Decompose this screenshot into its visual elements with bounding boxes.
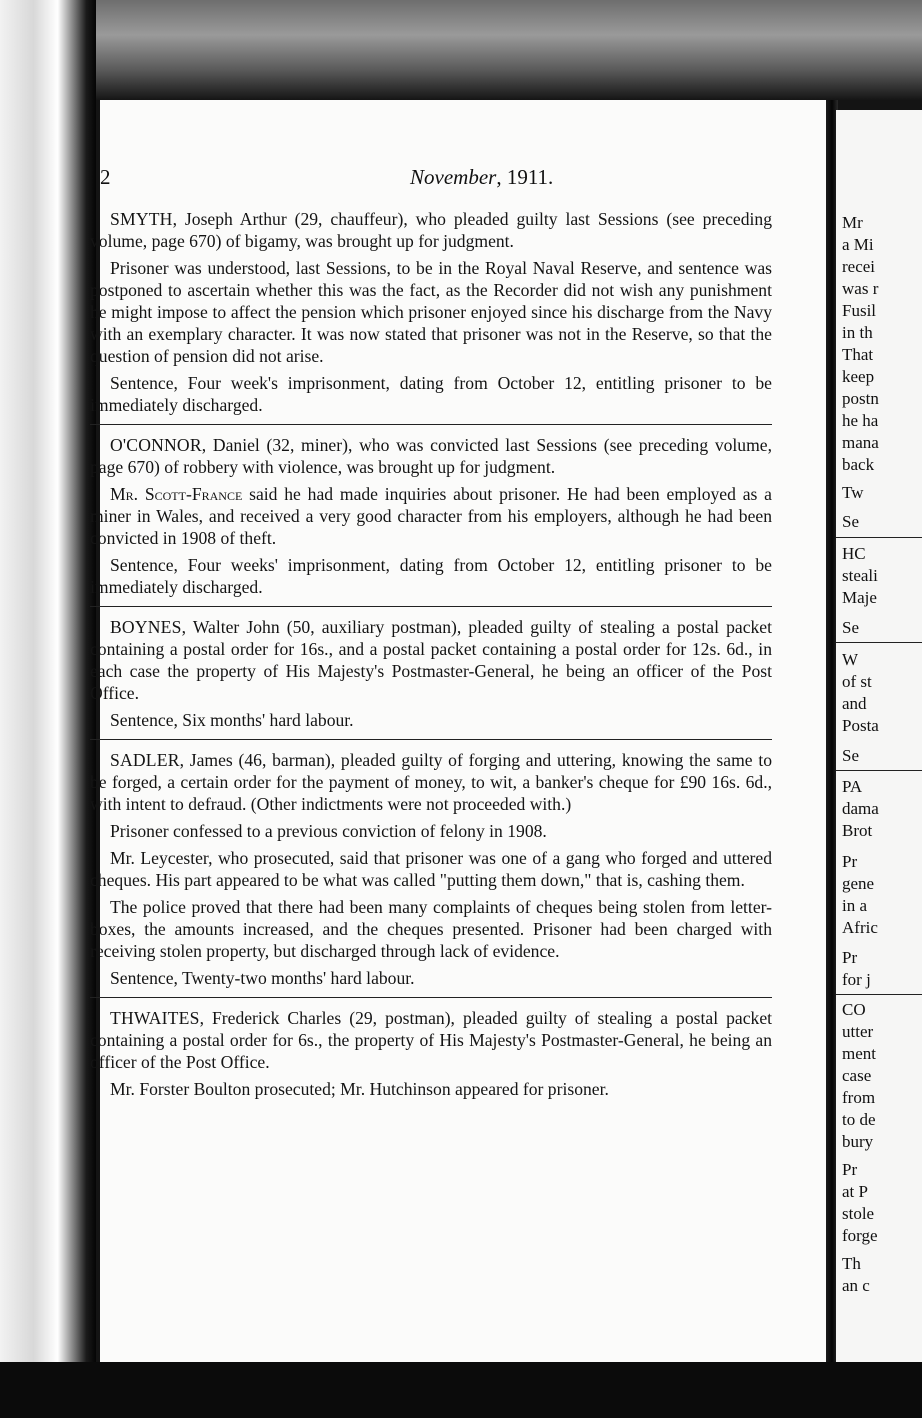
fragment-line: PA	[842, 777, 863, 796]
defendant-name: O'CONNOR	[110, 435, 202, 455]
case-text: Frederick Charles (29, postman), pleaded guilty of stealing a postal packet containing a postal order for 6s., the property of His Majesty's Postmaster-General, he being an officer of the Post Office.	[90, 1008, 773, 1072]
fragment-line: in th	[842, 323, 873, 342]
page-number: 2	[100, 165, 111, 189]
case-paragraph: THWAITES, Frederick Charles (29, postman), pleaded guilty of stealing a postal packet containing a postal order for 6s., the property of His Majesty's Postmaster-General, he being an officer of the Post Office.	[90, 1008, 773, 1072]
heading-month: November	[410, 165, 497, 189]
fragment-line: dama	[842, 799, 879, 818]
fragment-line: and	[842, 694, 867, 713]
fragment-rule	[836, 770, 922, 771]
fragment-line: forge	[842, 1226, 878, 1245]
fragment-line: Pr	[842, 1160, 858, 1179]
defendant-name: THWAITES	[110, 1008, 200, 1028]
case-paragraph: Mr. Forster Boulton prosecuted; Mr. Hutchinson appeared for prisoner.	[110, 1079, 609, 1099]
case-text: said he had made inquiries about prisoner. He had been employed as a miner in Wales, and received a very good character from his employers, although he had been convicted in 1908 of theft.	[90, 484, 772, 548]
scan-bottom-edge	[0, 1362, 922, 1418]
case-text: James (46, barman), pleaded guilty of forging and uttering, knowing the same to be forged, a certain order for the payment of money, to wit, a banker's cheque for £90 16s. 6d., with intent to defraud. (Other indictments were not proceeded with.)	[90, 750, 772, 814]
fragment-line: That	[842, 345, 874, 364]
case-entry-sadler	[90, 747, 772, 993]
case-separator	[90, 606, 772, 607]
sentence-paragraph: Sentence, Twenty-two months' hard labour.	[110, 968, 415, 988]
fragment-line: steali	[842, 566, 878, 585]
heading-year: , 1911.	[496, 165, 554, 189]
defendant-name: SADLER	[110, 750, 180, 770]
fragment-line: Afric	[842, 918, 878, 937]
case-paragraph	[90, 483, 772, 549]
fragment-line: was r	[842, 279, 879, 298]
fragment-line: a Mi	[842, 235, 874, 254]
fragment-line: mana	[842, 433, 879, 452]
fragment-line: postn	[842, 389, 879, 408]
defendant-name: SMYTH	[110, 209, 173, 229]
fragment-line: back	[842, 455, 875, 474]
fragment-line: an c	[842, 1276, 870, 1295]
fragment-line: ment	[842, 1044, 876, 1063]
fragment-line: CO	[842, 1000, 866, 1019]
running-head	[100, 165, 790, 195]
fragment-rule	[836, 642, 922, 643]
fragment-line: at P	[842, 1182, 868, 1201]
case-text: Joseph Arthur (29, chauffeur), who pleaded guilty last Sessions (see preceding volume, page 670) of bigamy, was brought up for judgment.	[90, 209, 772, 251]
page-body	[90, 206, 772, 1104]
fragment-line: W	[842, 650, 859, 669]
case-paragraph: O'CONNOR, Daniel (32, miner), who was convicted last Sessions (see preceding volume, page 670) of robbery with violence, was brought up for judgment.	[90, 435, 772, 477]
fragment-line: Brot	[842, 821, 873, 840]
fragment-line: recei	[842, 257, 876, 276]
fragment-line: Fusil	[842, 301, 877, 320]
fragment-line: utter	[842, 1022, 874, 1041]
fragment-line: gene	[842, 874, 875, 893]
case-separator	[90, 997, 772, 998]
fragment-line: Tw	[842, 483, 864, 502]
case-entry-smyth	[90, 206, 772, 420]
case-entry-boynes	[90, 614, 772, 735]
fragment-line: Th	[842, 1254, 861, 1273]
scan-left-edge	[0, 0, 96, 1418]
sentence-paragraph: Sentence, Four weeks' imprisonment, dating from October 12, entitling prisoner to be immediately discharged.	[90, 555, 772, 597]
fragment-line: to de	[842, 1110, 876, 1129]
fragment-line: Se	[842, 512, 859, 531]
counsel-name: Mr. Scott-France	[110, 484, 243, 504]
page-date-heading	[410, 165, 553, 190]
fragment-line: keep	[842, 367, 875, 386]
case-paragraph: The police proved that there had been many complaints of cheques being stolen from letter-boxes, the amounts increased, and the cheques presented. Prisoner had been charged with receiving stolen property, but discharged through lack of evidence.	[90, 897, 772, 961]
fragment-line: bury	[842, 1132, 874, 1151]
case-paragraph: BOYNES, Walter John (50, auxiliary postman), pleaded guilty of stealing a postal packet containing a postal order for 16s., and a postal packet containing a postal order for 12s. 6d., in each case the property of His Majesty's Postmaster-General, he being an officer of the Post Office.	[90, 617, 773, 703]
fragment-line: in a	[842, 896, 868, 915]
fragment-line: of st	[842, 672, 872, 691]
case-text: Daniel (32, miner), who was convicted last Sessions (see preceding volume, page 670) of robbery with violence, was brought up for judgment.	[90, 435, 772, 477]
fragment-rule	[836, 994, 922, 995]
fragment-line: Se	[842, 746, 859, 765]
sentence-paragraph: Sentence, Six months' hard labour.	[110, 710, 354, 730]
fragment-line: stole	[842, 1204, 875, 1223]
fragment-line: he ha	[842, 411, 879, 430]
next-page-fragment	[836, 110, 922, 1362]
case-separator	[90, 739, 772, 740]
fragment-line: Pr	[842, 852, 858, 871]
case-entry-oconnor	[90, 432, 772, 602]
fragment-line: Maje	[842, 588, 877, 607]
fragment-line: for j	[842, 970, 871, 989]
fragment-line: Se	[842, 618, 859, 637]
fragment-line: Mr	[842, 213, 863, 232]
fragment-line: Pr	[842, 948, 858, 967]
fragment-line: case	[842, 1066, 872, 1085]
fragment-rule	[836, 537, 922, 538]
case-entry-thwaites	[90, 1005, 772, 1104]
scan-top-edge	[0, 0, 922, 100]
fragment-line: HC	[842, 544, 866, 563]
case-paragraph: SADLER, James (46, barman), pleaded guilty of forging and uttering, knowing the same to be forged, a certain order for the payment of money, to wit, a banker's cheque for £90 16s. 6d., with intent to defraud. (Other indictments were not proceeded with.)	[90, 750, 772, 814]
case-paragraph: SMYTH, Joseph Arthur (29, chauffeur), who pleaded guilty last Sessions (see preceding volume, page 670) of bigamy, was brought up for judgment.	[90, 209, 772, 251]
sentence-paragraph: Sentence, Four week's imprisonment, dating from October 12, entitling prisoner to be immediately discharged.	[90, 373, 772, 415]
fragment-line: Posta	[842, 716, 879, 735]
case-paragraph: Mr. Leycester, who prosecuted, said that prisoner was one of a gang who forged and uttered cheques. His part appeared to be what was called "putting them down," that is, cashing them.	[90, 848, 772, 890]
case-paragraph: Prisoner was understood, last Sessions, to be in the Royal Naval Reserve, and sentence was postponed to ascertain whether this was the fact, as the Recorder did not wish any punishment he might impose to affect the pension which prisoner enjoyed since his discharge from the Navy with an exemplary character. It was now stated that prisoner was not in the Reserve, so that the question of pension did not arise.	[90, 258, 772, 366]
fragment-line: from	[842, 1088, 876, 1107]
defendant-name: BOYNES	[110, 617, 182, 637]
case-paragraph: Prisoner confessed to a previous conviction of felony in 1908.	[110, 821, 547, 841]
case-separator	[90, 424, 772, 425]
case-text: Walter John (50, auxiliary postman), pleaded guilty of stealing a postal packet containing a postal order for 16s., and a postal packet containing a postal order for 12s. 6d., in each case the property of His Majesty's Postmaster-General, he being an officer of the Post Office.	[90, 617, 773, 703]
